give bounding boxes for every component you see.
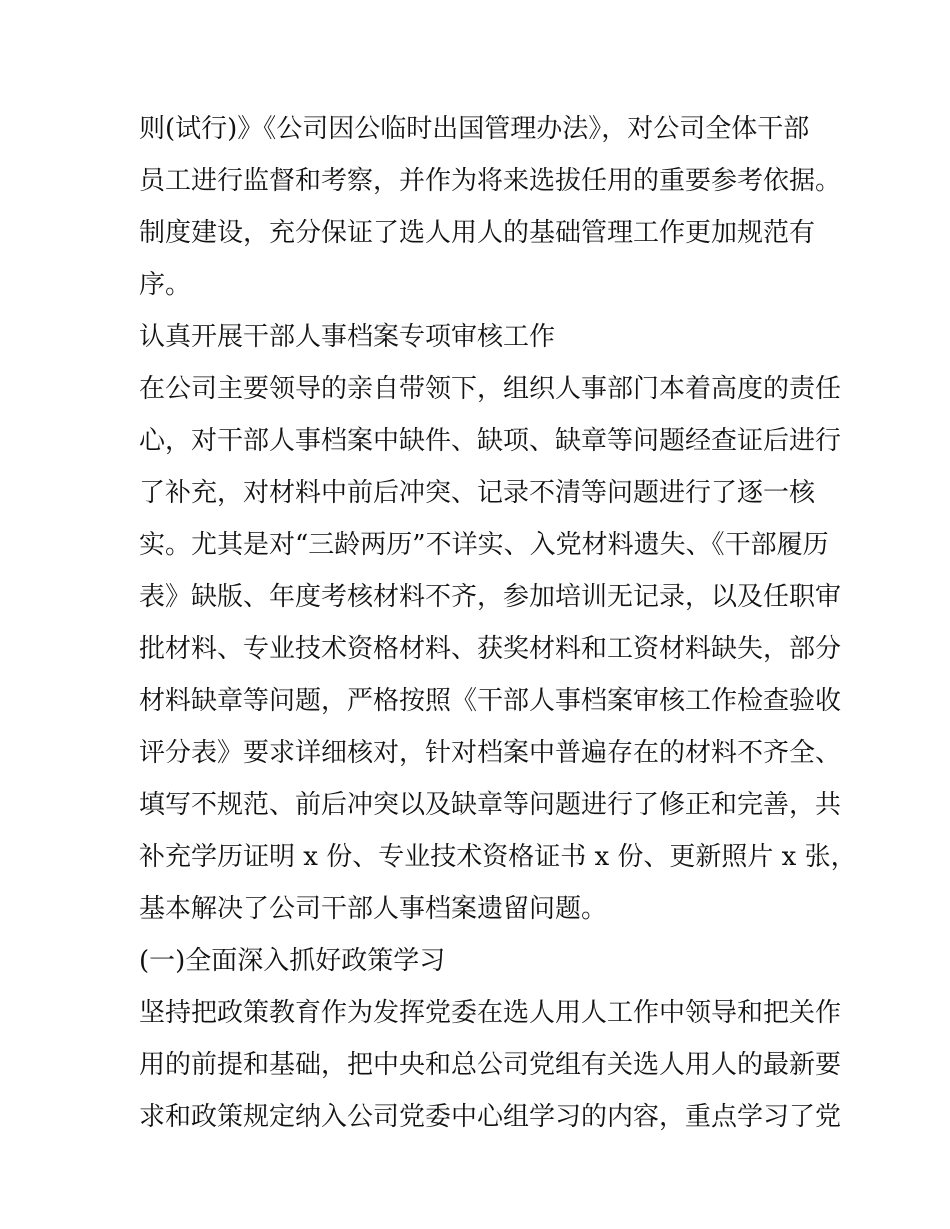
- text-line: 心，对干部人事档案中缺件、缺项、缺章等问题经查证后进行: [139, 426, 842, 456]
- text-line: 在公司主要领导的亲自带领下，组织人事部门本着高度的责任: [139, 374, 842, 404]
- text-line: 用的前提和基础，把中央和总公司党组有关选人用人的最新要: [139, 1050, 842, 1080]
- text-line: 补充学历证明 x 份、专业技术资格证书 x 份、更新照片 x 张，: [139, 842, 857, 872]
- text-line: 制度建设，充分保证了选人用人的基础管理工作更加规范有: [139, 218, 816, 248]
- text-line: 实。尤其是对“三龄两历”不详实、入党材料遗失、《干部履历: [139, 530, 829, 560]
- text-line: 员工进行监督和考察，并作为将来选拔任用的重要参考依据。: [139, 166, 842, 196]
- text-line: 评分表》要求详细核对，针对档案中普遍存在的材料不齐全、: [139, 738, 842, 768]
- text-line: 了补充，对材料中前后冲突、记录不清等问题进行了逐一核: [139, 478, 816, 508]
- text-line: 求和政策规定纳入公司党委中心组学习的内容，重点学习了党: [139, 1102, 842, 1132]
- section-heading: (一)全面深入抓好政策学习: [139, 946, 446, 976]
- document-body: [139, 103, 857, 1143]
- text-line: 批材料、专业技术资格材料、获奖材料和工资材料缺失，部分: [139, 634, 842, 664]
- text-line: 坚持把政策教育作为发挥党委在选人用人工作中领导和把关作: [139, 998, 842, 1028]
- text-line: 表》缺版、年度考核材料不齐，参加培训无记录，以及任职审: [139, 582, 842, 612]
- text-line: 基本解决了公司干部人事档案遗留问题。: [139, 894, 608, 924]
- text-line: 填写不规范、前后冲突以及缺章等问题进行了修正和完善，共: [139, 790, 842, 820]
- text-line: 序。: [139, 270, 192, 300]
- text-line: 则(试行)》《公司因公临时出国管理办法》，对公司全体干部: [139, 114, 810, 144]
- text-line: 材料缺章等问题，严格按照《干部人事档案审核工作检查验收: [139, 686, 842, 716]
- section-heading: 认真开展干部人事档案专项审核工作: [139, 322, 556, 352]
